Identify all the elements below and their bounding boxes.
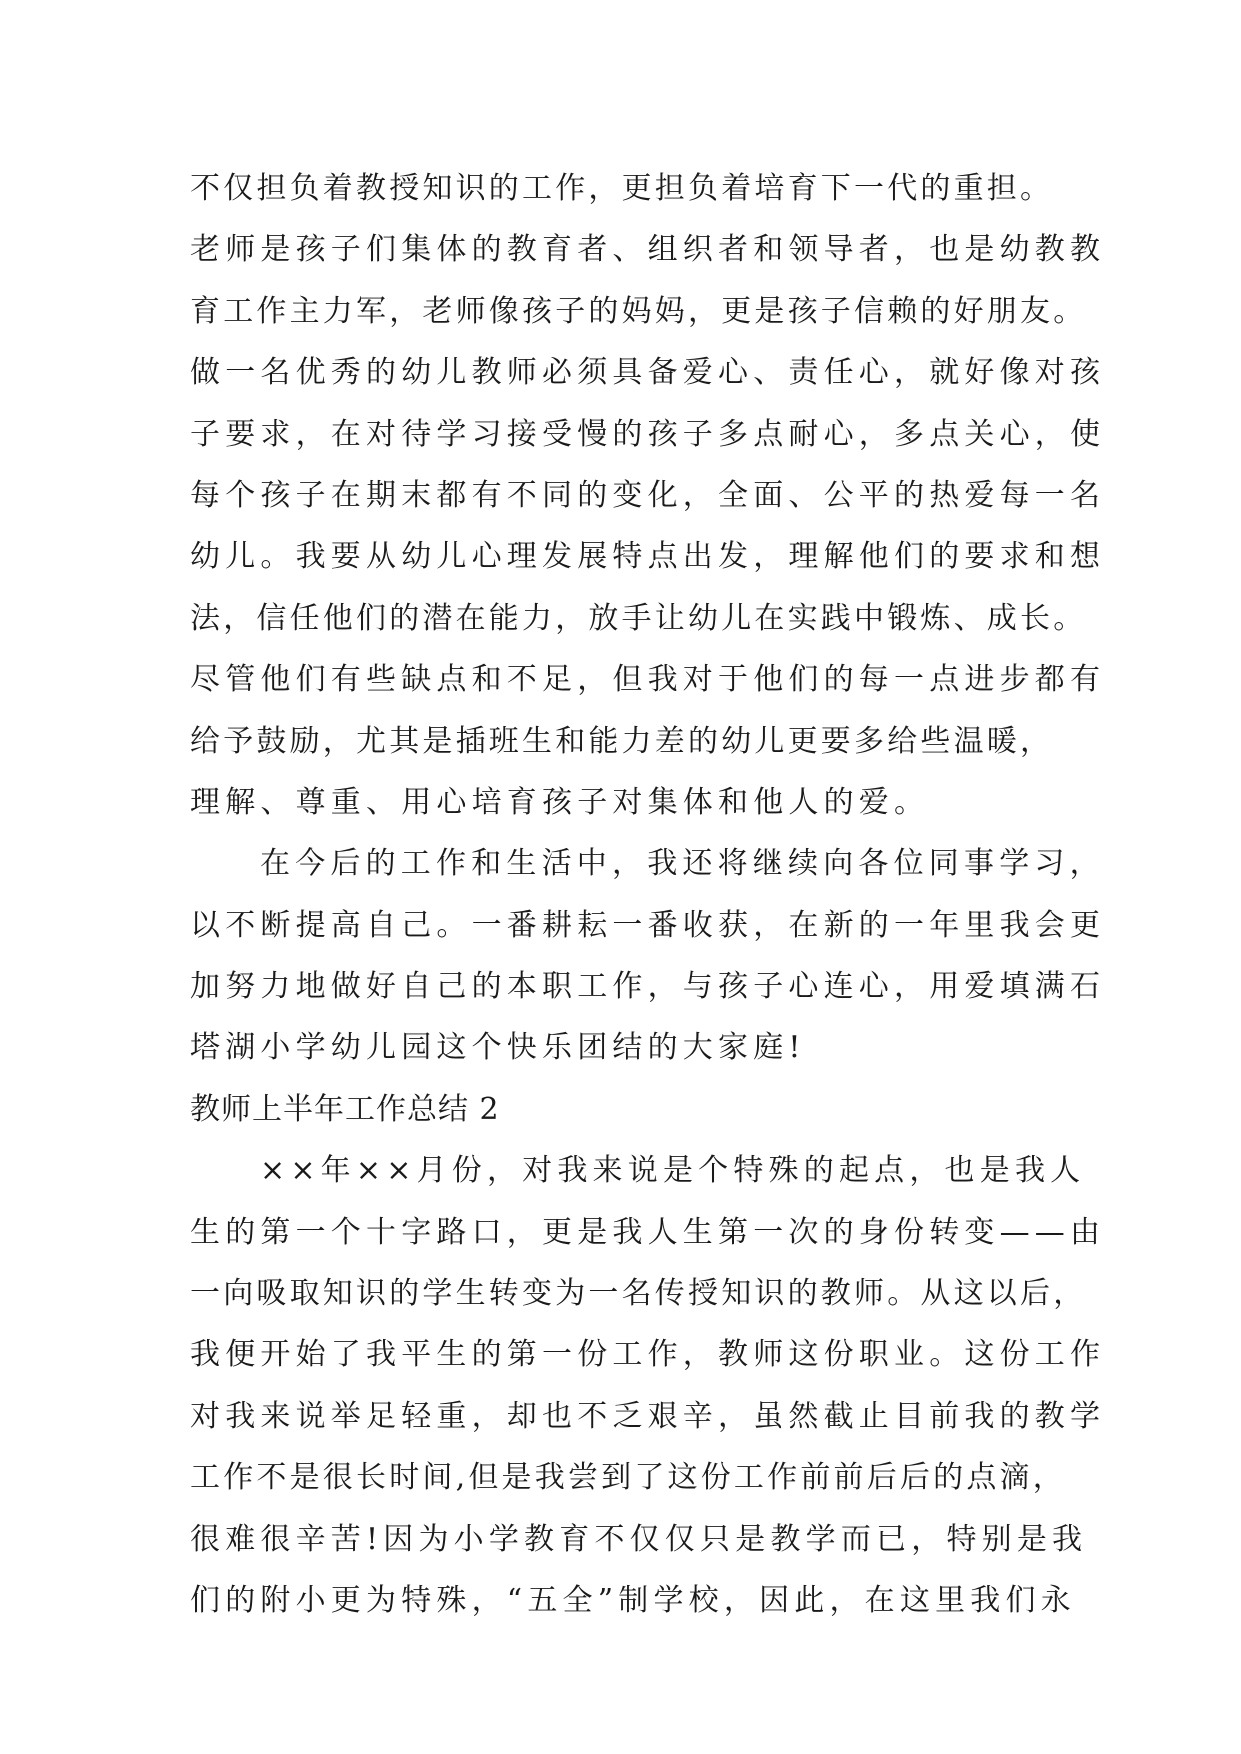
text-line: 法，信任他们的潜在能力，放手让幼儿在实践中锻炼、成长。 [190,600,1087,636]
text-line: ××年××月份，对我来说是个特殊的起点，也是我人 [260,1153,1086,1189]
text-line: 塔湖小学幼儿园这个快乐团结的大家庭! [190,1030,806,1066]
document-body [190,158,1106,1631]
text-line: 做一名优秀的幼儿教师必须具备爱心、责任心，就好像对孩 [190,355,1106,391]
text-line: 很难很辛苦!因为小学教育不仅仅只是教学而已，特别是我 [190,1521,1088,1557]
text-line: 加努力地做好自己的本职工作，与孩子心连心，用爱填满石 [190,969,1106,1005]
text-line: 育工作主力军，老师像孩子的妈妈，更是孩子信赖的好朋友。 [190,293,1087,329]
text-line: 一向吸取知识的学生转变为一名传授知识的教师。从这以后， [190,1276,1087,1312]
text-line: 子要求，在对待学习接受慢的孩子多点耐心，多点关心，使 [190,416,1106,452]
text-line: 理解、尊重、用心培育孩子对集体和他人的爱。 [190,784,930,820]
text-line: 不仅担负着教授知识的工作，更担负着培育下一代的重担。 [190,171,1054,206]
text-line: 对我来说举足轻重，却也不乏艰辛，虽然截止目前我的教学 [190,1398,1106,1434]
section-heading: 教师上半年工作总结 2 [190,1091,500,1127]
text-line: 尽管他们有些缺点和不足，但我对于他们的每一点进步都有 [190,662,1106,698]
text-line: 幼儿。我要从幼儿心理发展特点出发，理解他们的要求和想 [190,539,1106,575]
text-line: 工作不是很长时间,但是我尝到了这份工作前前后后的点滴， [190,1460,1066,1496]
text-line: 我便开始了我平生的第一份工作，教师这份职业。这份工作 [190,1337,1106,1373]
text-line: 每个孩子在期末都有不同的变化，全面、公平的热爱每一名 [190,477,1106,513]
text-line: 老师是孩子们集体的教育者、组织者和领导者，也是幼教教 [190,232,1106,268]
text-line: 以不断提高自己。一番耕耘一番收获，在新的一年里我会更 [190,907,1106,943]
text-line: 在今后的工作和生活中，我还将继续向各位同事学习， [260,846,1105,882]
text-line: 们的附小更为特殊，“五全”制学校，因此，在这里我们永 [190,1582,1076,1618]
text-line: 给予鼓励，尤其是插班生和能力差的幼儿更要多给些温暖， [190,723,1054,759]
text-line: 生的第一个十字路口，更是我人生第一次的身份转变——由 [190,1214,1106,1250]
